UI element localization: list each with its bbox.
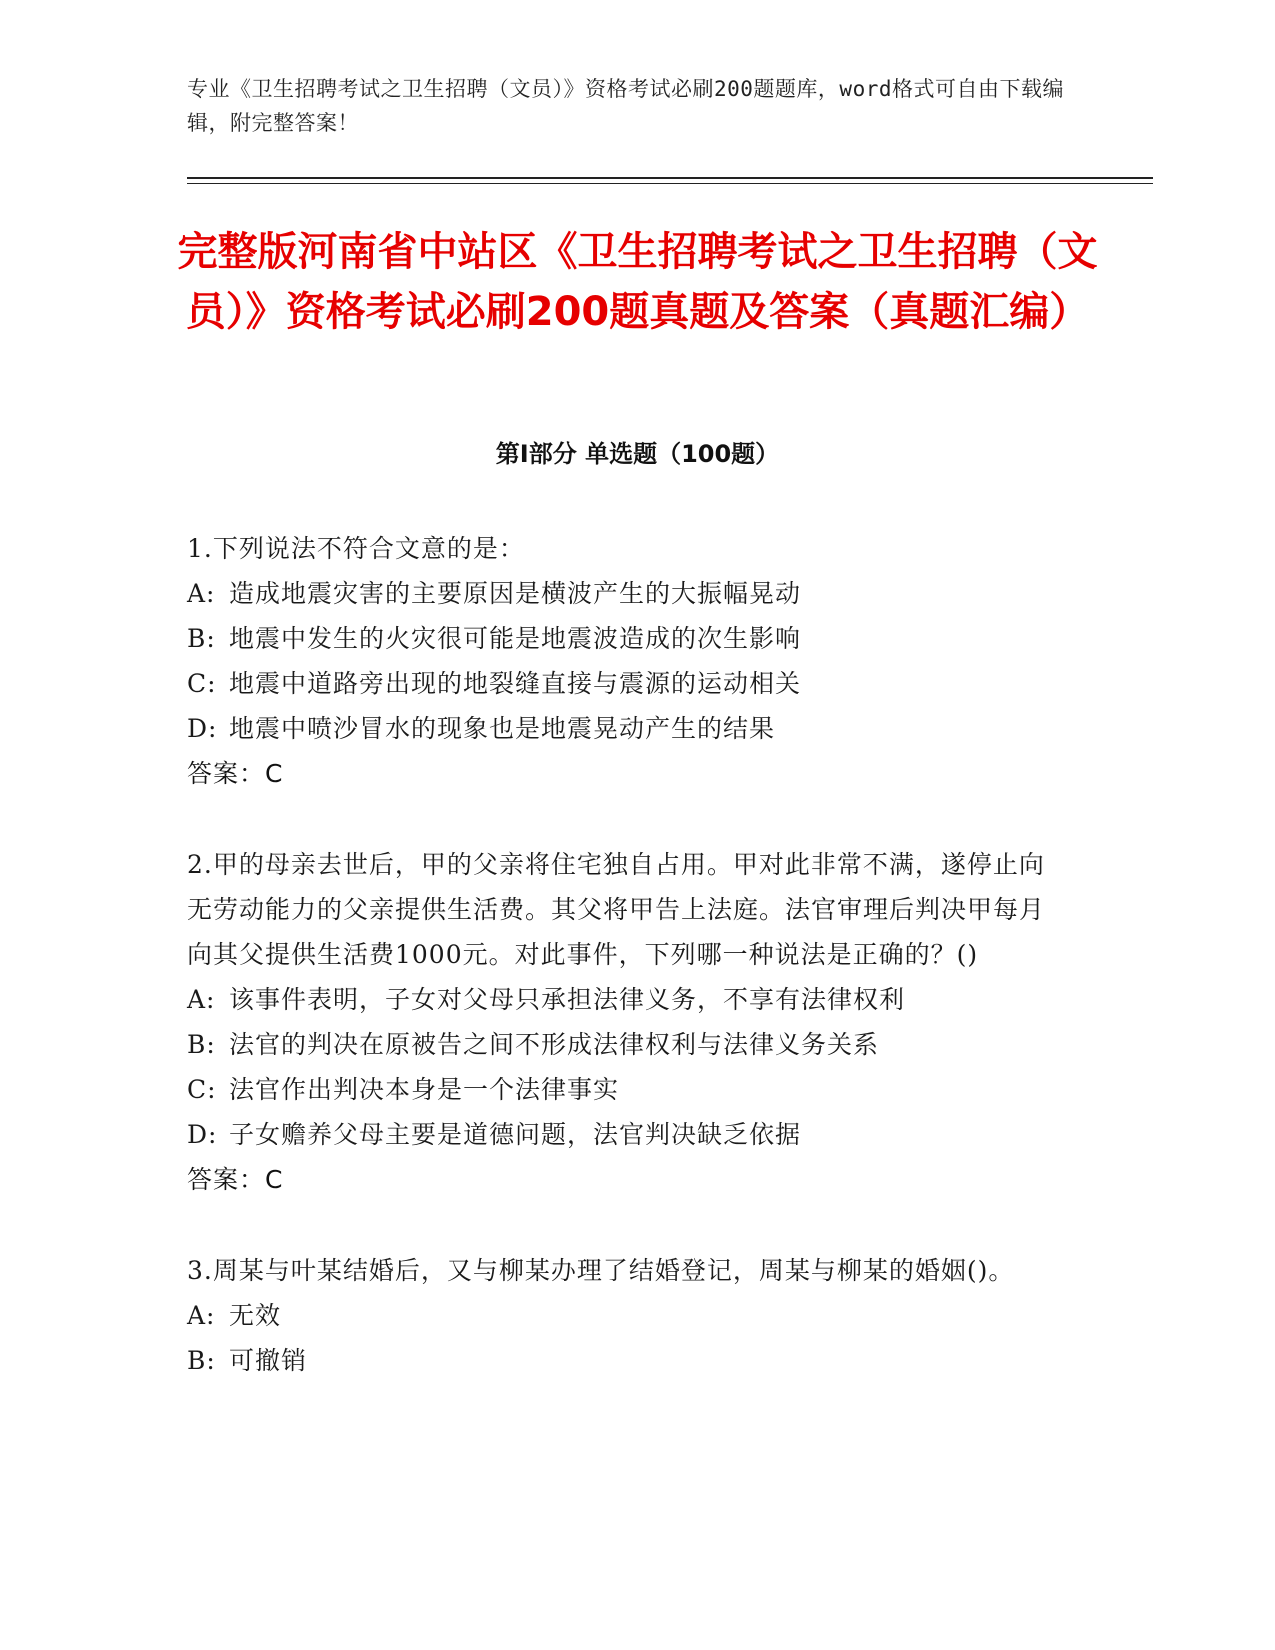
document-title: 完整版河南省中站区《卫生招聘考试之卫生招聘（文员）》资格考试必刷200题真题及答案（真题汇编） [177, 229, 1098, 335]
question-list [187, 526, 1067, 1429]
option-b [187, 616, 1067, 661]
option-key: B: [187, 624, 216, 653]
option-a [187, 977, 1067, 1022]
option-text: 子女赡养父母主要是道德问题，法官判决缺乏依据 [229, 1120, 802, 1149]
option-key: C: [187, 1075, 217, 1104]
option-a [187, 1293, 1067, 1338]
option-text: 地震中喷沙冒水的现象也是地震晃动产生的结果 [229, 714, 776, 743]
option-text: 可撤销 [229, 1346, 308, 1375]
header-divider-thick [187, 177, 1153, 179]
header-divider-thin [187, 183, 1153, 184]
option-key: A: [187, 985, 216, 1014]
option-text: 地震中道路旁出现的地裂缝直接与震源的运动相关 [229, 669, 802, 698]
option-key: D: [187, 1120, 218, 1149]
option-b [187, 1022, 1067, 1067]
question-3 [187, 1248, 1067, 1383]
option-text: 法官作出判决本身是一个法律事实 [229, 1075, 620, 1104]
section-heading: 第I部分 单选题（100题） [495, 440, 780, 468]
answer-line: 答案：C [187, 759, 284, 788]
option-d [187, 706, 1067, 751]
option-text: 法官的判决在原被告之间不形成法律权利与法律义务关系 [229, 1030, 880, 1059]
option-key: C: [187, 669, 217, 698]
option-text: 地震中发生的火灾很可能是地震波造成的次生影响 [229, 624, 802, 653]
question-text: 1.下列说法不符合文意的是： [187, 534, 525, 563]
question-text: 3.周某与叶某结婚后，又与柳某办理了结婚登记，周某与柳某的婚姻()。 [187, 1256, 1015, 1285]
option-key: B: [187, 1030, 216, 1059]
option-d [187, 1112, 1067, 1157]
option-b [187, 1338, 1067, 1383]
option-key: D: [187, 714, 218, 743]
header-note: 专业《卫生招聘考试之卫生招聘（文员）》资格考试必刷200题题库，word格式可自由下载编辑，附完整答案！ [187, 77, 1064, 135]
answer-line: 答案：C [187, 1165, 284, 1194]
option-text: 无效 [229, 1301, 282, 1330]
option-key: A: [187, 579, 216, 608]
option-c [187, 1067, 1067, 1112]
option-c [187, 661, 1067, 706]
option-a [187, 571, 1067, 616]
option-key: B: [187, 1346, 216, 1375]
option-text: 该事件表明，子女对父母只承担法律义务，不享有法律权利 [229, 985, 906, 1014]
option-key: A: [187, 1301, 216, 1330]
question-1 [187, 526, 1067, 796]
option-text: 造成地震灾害的主要原因是横波产生的大振幅晃动 [229, 579, 802, 608]
question-text: 2.甲的母亲去世后，甲的父亲将住宅独自占用。甲对此非常不满，遂停止向无劳动能力的父亲提供生活费。其父将甲告上法庭。法官审理后判决甲每月向其父提供生活费1000元。对此事件，下列哪一种说法是正确的？() [187, 850, 1046, 969]
question-2 [187, 842, 1067, 1202]
